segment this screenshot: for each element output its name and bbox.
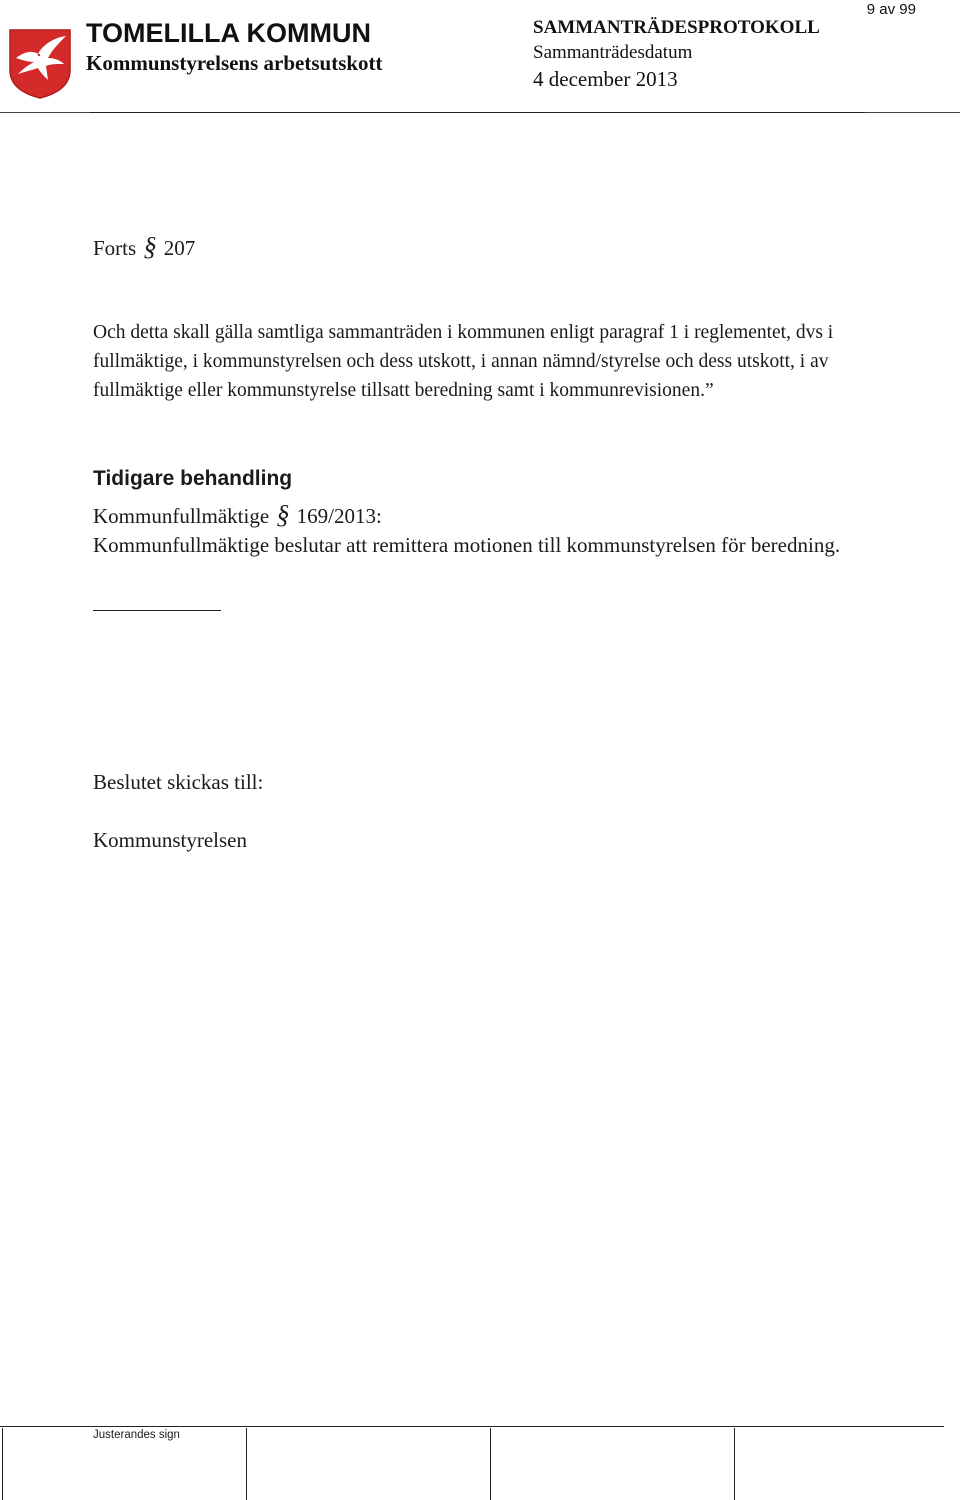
org-name: TOMELILLA KOMMUN [86,18,371,48]
previous-decision: Kommunfullmäktige beslutar att remittera motionen till kommunstyrelsen för beredning. [93,533,841,557]
date-label: Sammanträdesdatum [533,42,693,63]
footer-cell-divider [246,1428,247,1500]
send-to-label: Beslutet skickas till: [93,770,264,794]
previous-reference-number: 169/2013: [296,504,382,528]
header-rule [90,112,865,113]
footer-cell-divider [490,1428,491,1500]
recipient: Kommunstyrelsen [93,828,247,852]
footer-cell-divider [2,1428,3,1500]
section-continuation [93,232,195,262]
footer-cell-divider [734,1428,735,1500]
committee-name: Kommunstyrelsens arbetsutskott [86,51,383,75]
previous-reference-body: Kommunfullmäktige [93,504,270,528]
previous-reference [93,500,893,531]
body-paragraph: Och detta skall gälla samtliga sammanträden i kommunen enligt paragraf 1 i reglementet, dvs i fullmäktige, i kommunstyrelsen och dess utskott, i annan nämnd/styrelse och dess utskott, i av fullmäktige eller kommunstyrelse tillsatt beredning samt i kommunrevisionen.” [93,322,834,401]
previous-handling [93,500,893,560]
page-number: 9 av 99 [866,1,916,18]
footer-rule [0,1426,944,1427]
separator-rule [93,610,221,611]
section-sign-icon: § [143,232,157,261]
section-heading: Tidigare behandling [93,467,293,490]
signature-label: Justerandes sign [93,1429,180,1441]
section-number: 207 [163,236,196,260]
date-value: 4 december 2013 [533,67,678,91]
coat-of-arms-kite-icon [8,28,72,100]
document-type: SAMMANTRÄDESPROTOKOLL [533,17,820,38]
section-sign-icon: § [276,500,290,529]
coat-of-arms-logo [8,28,72,100]
forts-label: Forts [93,236,137,260]
